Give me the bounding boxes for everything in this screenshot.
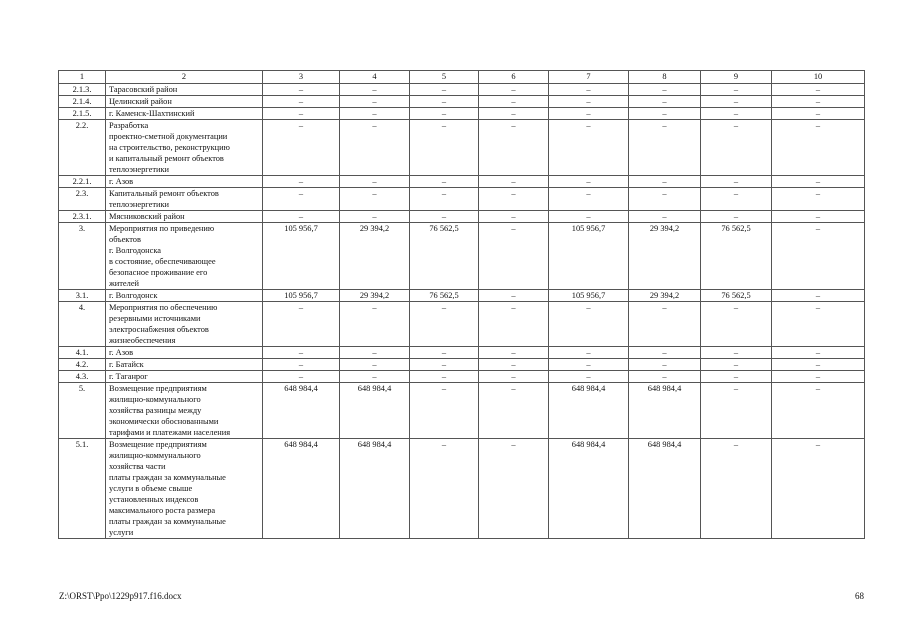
row-value: 105 956,7 — [549, 290, 629, 302]
row-name: г. Каменск-Шахтинский — [106, 108, 263, 120]
row-name: Капитальный ремонт объектов теплоэнергетики — [106, 188, 263, 211]
row-value: – — [479, 290, 549, 302]
row-value: 29 394,2 — [629, 223, 701, 290]
row-value: – — [479, 347, 549, 359]
row-name: Мероприятия по приведению объектов г. Волгодонска в состояние, обеспечивающее безопасное проживание его жителей — [106, 223, 263, 290]
row-value: – — [549, 108, 629, 120]
row-value: – — [410, 439, 479, 539]
row-value: 105 956,7 — [263, 223, 340, 290]
row-value: – — [410, 383, 479, 439]
row-value: – — [410, 176, 479, 188]
row-value: – — [629, 347, 701, 359]
row-number: 2.3.1. — [59, 211, 106, 223]
row-value: – — [701, 439, 772, 539]
table-row — [59, 439, 865, 539]
row-value: – — [340, 120, 410, 176]
row-value: 105 956,7 — [263, 290, 340, 302]
column-header: 6 — [479, 71, 549, 84]
row-value: – — [479, 371, 549, 383]
row-number: 2.1.3. — [59, 84, 106, 96]
row-value: – — [263, 347, 340, 359]
row-name: г. Азов — [106, 176, 263, 188]
row-value: – — [340, 211, 410, 223]
row-value: – — [629, 302, 701, 347]
column-header: 9 — [701, 71, 772, 84]
row-value: – — [772, 211, 865, 223]
table-row — [59, 120, 865, 176]
row-value: 648 984,4 — [263, 439, 340, 539]
row-value: – — [701, 383, 772, 439]
row-value: – — [410, 359, 479, 371]
table-row — [59, 211, 865, 223]
row-value: – — [701, 371, 772, 383]
row-name: Тарасовский район — [106, 84, 263, 96]
column-header: 1 — [59, 71, 106, 84]
row-value: – — [772, 223, 865, 290]
row-value: – — [263, 96, 340, 108]
row-name: Мясниковский район — [106, 211, 263, 223]
row-name: Целинский район — [106, 96, 263, 108]
table-header-row — [59, 71, 865, 84]
row-value: – — [701, 108, 772, 120]
row-value: – — [263, 359, 340, 371]
row-value: – — [629, 120, 701, 176]
row-value: – — [772, 176, 865, 188]
row-value: 29 394,2 — [629, 290, 701, 302]
row-value: – — [340, 302, 410, 347]
row-value: – — [263, 211, 340, 223]
row-value: – — [410, 188, 479, 211]
table-row — [59, 347, 865, 359]
row-name: Мероприятия по обеспечению резервными источниками электроснабжения объектов жизнеобеспечения — [106, 302, 263, 347]
row-value: – — [549, 371, 629, 383]
row-value: – — [263, 84, 340, 96]
row-value: – — [629, 108, 701, 120]
row-value: – — [263, 176, 340, 188]
table-row — [59, 188, 865, 211]
column-header: 4 — [340, 71, 410, 84]
row-number: 2.1.4. — [59, 96, 106, 108]
row-value: 105 956,7 — [549, 223, 629, 290]
row-value: – — [410, 120, 479, 176]
row-value: – — [701, 176, 772, 188]
row-value: 648 984,4 — [629, 439, 701, 539]
table-row — [59, 84, 865, 96]
table-row — [59, 223, 865, 290]
row-value: – — [410, 84, 479, 96]
row-value: – — [701, 120, 772, 176]
row-value: – — [479, 84, 549, 96]
row-value: – — [772, 120, 865, 176]
row-value: – — [263, 108, 340, 120]
column-header: 5 — [410, 71, 479, 84]
row-value: 29 394,2 — [340, 290, 410, 302]
row-name: Возмещение предприятиям жилищно-коммунального хозяйства части платы граждан за коммунальные услуги в объеме свыше установленных индексов максимального роста размера платы граждан за коммунальные услуги — [106, 439, 263, 539]
row-name: г. Таганрог — [106, 371, 263, 383]
footer-file-path: Z:\ORST\Ppo\1229p917.f16.docx — [59, 591, 182, 601]
row-value: – — [772, 84, 865, 96]
row-value: – — [410, 302, 479, 347]
table-row — [59, 359, 865, 371]
row-value: – — [263, 120, 340, 176]
row-number: 5.1. — [59, 439, 106, 539]
row-value: – — [479, 176, 549, 188]
row-value: – — [772, 371, 865, 383]
row-value: – — [701, 302, 772, 347]
row-value: 648 984,4 — [549, 383, 629, 439]
column-header: 3 — [263, 71, 340, 84]
row-value: – — [479, 211, 549, 223]
row-value: – — [549, 211, 629, 223]
row-number: 4.3. — [59, 371, 106, 383]
row-value: – — [772, 439, 865, 539]
row-number: 4.2. — [59, 359, 106, 371]
table-row — [59, 371, 865, 383]
row-value: – — [772, 359, 865, 371]
row-value: – — [479, 302, 549, 347]
row-value: – — [479, 96, 549, 108]
row-name: г. Батайск — [106, 359, 263, 371]
row-value: – — [410, 211, 479, 223]
row-value: – — [549, 96, 629, 108]
row-value: – — [772, 290, 865, 302]
row-name: Разработка проектно-сметной документации на строительство, реконструкцию и капитальный ремонт объектов теплоэнергетики — [106, 120, 263, 176]
row-value: – — [479, 439, 549, 539]
row-value: – — [410, 96, 479, 108]
row-value: 76 562,5 — [410, 290, 479, 302]
table-row — [59, 96, 865, 108]
row-value: – — [410, 108, 479, 120]
row-value: – — [479, 383, 549, 439]
row-value: – — [340, 188, 410, 211]
row-value: – — [263, 188, 340, 211]
row-number: 3. — [59, 223, 106, 290]
row-value: – — [701, 84, 772, 96]
table-row — [59, 383, 865, 439]
row-name: г. Азов — [106, 347, 263, 359]
row-name: г. Волгодонск — [106, 290, 263, 302]
row-value: – — [772, 383, 865, 439]
page-number: 68 — [855, 591, 864, 601]
row-value: – — [701, 347, 772, 359]
row-value: – — [772, 347, 865, 359]
row-value: – — [263, 371, 340, 383]
row-value: – — [549, 176, 629, 188]
row-value: – — [340, 108, 410, 120]
row-value: – — [479, 223, 549, 290]
row-value: 76 562,5 — [410, 223, 479, 290]
row-value: – — [340, 347, 410, 359]
row-value: – — [549, 120, 629, 176]
row-number: 2.3. — [59, 188, 106, 211]
row-value: 76 562,5 — [701, 290, 772, 302]
row-value: – — [701, 188, 772, 211]
row-value: – — [549, 359, 629, 371]
table-row — [59, 108, 865, 120]
row-value: – — [479, 108, 549, 120]
row-value: – — [340, 84, 410, 96]
table-row — [59, 302, 865, 347]
row-value: – — [549, 188, 629, 211]
row-value: – — [772, 96, 865, 108]
row-value: – — [479, 188, 549, 211]
row-value: – — [629, 211, 701, 223]
table-row — [59, 290, 865, 302]
row-value: – — [629, 371, 701, 383]
row-number: 3.1. — [59, 290, 106, 302]
row-value: 648 984,4 — [629, 383, 701, 439]
row-value: – — [479, 359, 549, 371]
row-value: – — [340, 371, 410, 383]
row-number: 4. — [59, 302, 106, 347]
row-value: – — [629, 188, 701, 211]
column-header: 7 — [549, 71, 629, 84]
data-table — [58, 70, 865, 539]
row-number: 4.1. — [59, 347, 106, 359]
column-header: 2 — [106, 71, 263, 84]
row-value: – — [549, 84, 629, 96]
row-value: – — [340, 176, 410, 188]
column-header: 10 — [772, 71, 865, 84]
row-value: – — [629, 176, 701, 188]
row-number: 2.1.5. — [59, 108, 106, 120]
row-number: 2.2.1. — [59, 176, 106, 188]
row-value: – — [340, 359, 410, 371]
row-value: 76 562,5 — [701, 223, 772, 290]
row-value: – — [340, 96, 410, 108]
row-value: 648 984,4 — [340, 383, 410, 439]
row-value: – — [772, 302, 865, 347]
row-value: 29 394,2 — [340, 223, 410, 290]
row-value: – — [701, 359, 772, 371]
row-number: 5. — [59, 383, 106, 439]
row-value: – — [263, 302, 340, 347]
row-name: Возмещение предприятиям жилищно-коммунального хозяйства разницы между экономически обоснованными тарифами и платежами населения — [106, 383, 263, 439]
row-value: – — [410, 371, 479, 383]
row-number: 2.2. — [59, 120, 106, 176]
row-value: – — [479, 120, 549, 176]
row-value: – — [701, 211, 772, 223]
row-value: 648 984,4 — [549, 439, 629, 539]
row-value: – — [549, 347, 629, 359]
row-value: – — [772, 108, 865, 120]
row-value: 648 984,4 — [340, 439, 410, 539]
row-value: – — [701, 96, 772, 108]
row-value: – — [549, 302, 629, 347]
row-value: – — [629, 96, 701, 108]
row-value: – — [410, 347, 479, 359]
column-header: 8 — [629, 71, 701, 84]
row-value: – — [629, 359, 701, 371]
row-value: – — [629, 84, 701, 96]
table-row — [59, 176, 865, 188]
row-value: 648 984,4 — [263, 383, 340, 439]
row-value: – — [772, 188, 865, 211]
